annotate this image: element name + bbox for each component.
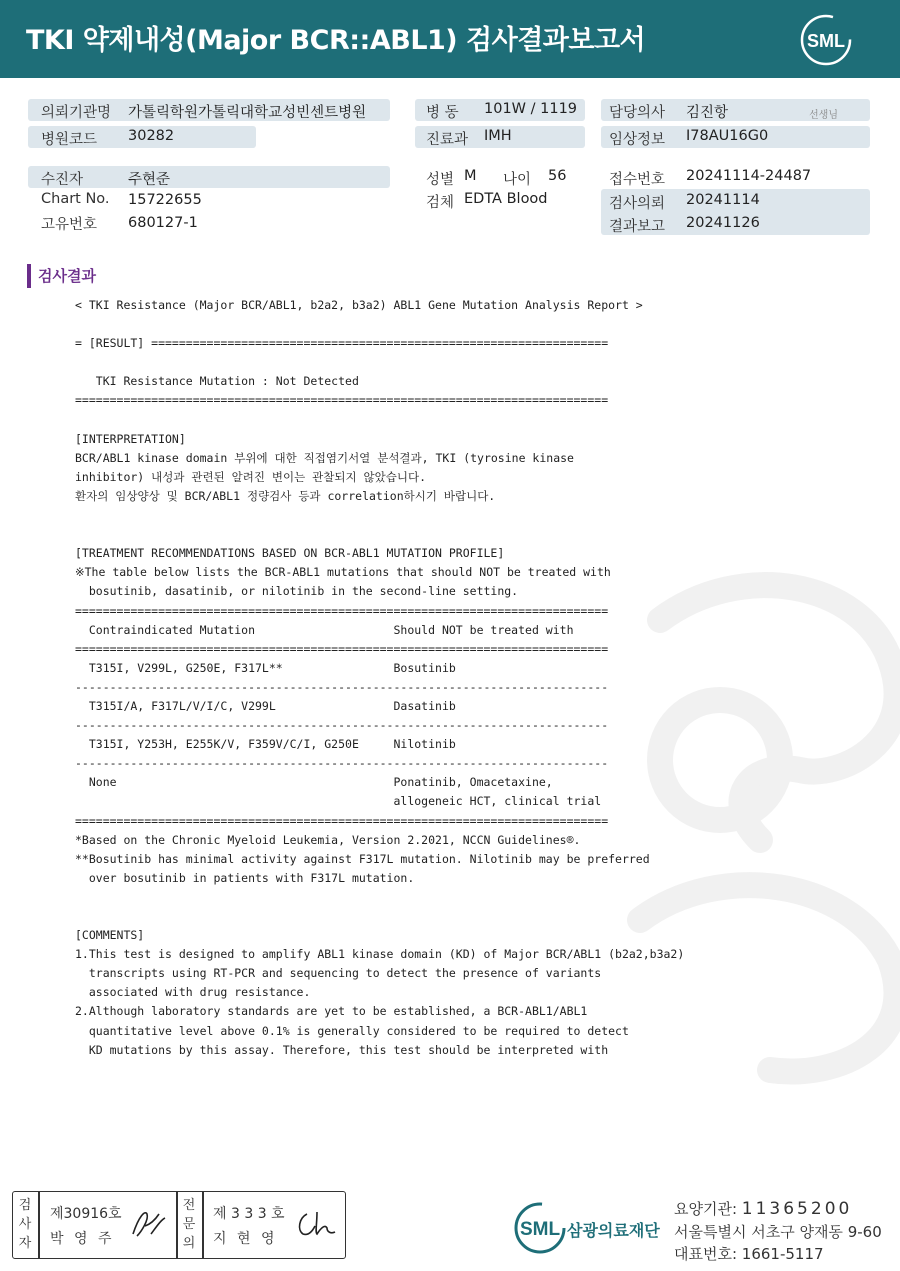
report-line: associated with drug resistance. — [75, 985, 311, 1000]
phone-line — [674, 1243, 824, 1264]
examiner-label: 검 사 자 — [18, 1198, 32, 1251]
age-label: 나이 — [503, 172, 532, 188]
examiner-name: 박 영 주 — [50, 1231, 115, 1247]
agency-value: 11365200 — [741, 1199, 853, 1219]
report-line: [INTERPRETATION] — [75, 431, 186, 446]
stamp-divider — [176, 1192, 178, 1258]
institution-label: 의뢰기관명 — [41, 105, 112, 121]
report-line: < TKI Resistance (Major BCR/ABL1, b2a2, b3a2) ABL1 Gene Mutation Analysis Report > — [75, 298, 643, 312]
specialist-signature-icon — [293, 1206, 337, 1242]
specialist-label: 전 문 의 — [182, 1198, 196, 1251]
report-line — [75, 411, 684, 430]
report-body — [75, 296, 684, 1060]
report-line: 2.Although laboratory standards are yet to be established, a BCR-ABL1/ABL1 — [75, 1004, 588, 1019]
ward-value: 101W / 1119 — [484, 101, 578, 117]
age-value: 56 — [548, 168, 567, 184]
doctor-suffix: 선생님 — [809, 110, 838, 121]
doctor-value: 김진항 — [686, 105, 729, 121]
report-line: ※The table below lists the BCR-ABL1 mutations that should NOT be treated with — [75, 565, 611, 580]
ward-label: 병 동 — [426, 105, 459, 121]
report-line: transcripts using RT-PCR and sequencing to detect the presence of variants — [75, 966, 602, 981]
report-line: ----------------------------------------------------------------------------- — [75, 756, 609, 771]
report-line: over bosutinib in patients with F317L mutation. — [75, 870, 415, 885]
foundation-name: 삼광의료재단 — [567, 1221, 660, 1240]
phone-label: 대표번호: — [674, 1245, 738, 1263]
report-line: quantitative level above 0.1% is generally considered to be required to detect — [75, 1023, 629, 1038]
report-line: allogeneic HCT, clinical trial — [75, 794, 602, 809]
signature-stamp — [12, 1191, 346, 1259]
report-line: ============================================================================= — [75, 813, 609, 828]
doctor-label: 담당의사 — [609, 105, 666, 121]
report-line — [75, 315, 684, 334]
report-line: ============================================================================= — [75, 603, 609, 618]
clinical-value: I78AU16G0 — [686, 128, 769, 144]
chart-label: Chart No. — [41, 191, 110, 207]
examiner-signature-icon — [129, 1206, 169, 1242]
report-date-label: 결과보고 — [609, 219, 666, 235]
specialist-name: 지 현 영 — [213, 1231, 278, 1247]
report-line — [75, 907, 684, 926]
hospital-code-label: 병원코드 — [41, 132, 98, 148]
specialist-number: 제 3 3 3 호 — [213, 1206, 285, 1222]
report-line: *Based on the Chronic Myeloid Leukemia, Version 2.2021, NCCN Guidelines®. — [75, 832, 581, 847]
request-value: 20241114 — [686, 192, 760, 208]
clinical-label: 임상정보 — [609, 132, 666, 148]
report-line: 1.This test is designed to amplify ABL1 kinase domain (KD) of Major BCR/ABL1 (b2a2,b3a2) — [75, 947, 685, 962]
stamp-divider — [202, 1192, 204, 1258]
unique-value: 680127-1 — [128, 215, 198, 231]
report-line: T315I, Y253H, E255K/V, F359V/C/I, G250E Nilotinib — [75, 737, 456, 752]
report-line: ----------------------------------------------------------------------------- — [75, 679, 609, 694]
report-line: BCR/ABL1 kinase domain 부위에 대한 직접염기서열 분석결과, TKI (tyrosine kinase — [75, 450, 574, 465]
specimen-label: 검체 — [426, 195, 455, 211]
report-line: bosutinib, dasatinib, or nilotinib in the second-line setting. — [75, 584, 519, 599]
chart-value: 15722655 — [128, 192, 202, 208]
receipt-value: 20241114-24487 — [686, 168, 812, 184]
report-header — [0, 0, 900, 78]
agency-line — [674, 1198, 852, 1219]
report-line — [75, 353, 684, 372]
specimen-value: EDTA Blood — [464, 191, 548, 207]
examiner-number: 제30916호 — [50, 1206, 122, 1222]
report-line: T315I/A, F317L/V/I/C, V299L Dasatinib — [75, 698, 456, 713]
report-line: KD mutations by this assay. Therefore, this test should be interpreted with — [75, 1042, 609, 1057]
footer-sml-logo-icon — [510, 1200, 570, 1256]
unique-label: 고유번호 — [41, 217, 98, 233]
report-date-value: 20241126 — [686, 215, 760, 231]
institution-value: 가톨릭학원가톨릭대학교성빈센트병원 — [128, 105, 367, 121]
address: 서울특별시 서초구 양재동 9-60 — [674, 1223, 882, 1241]
phone-value: 1661-5117 — [741, 1245, 824, 1263]
stamp-divider — [38, 1192, 40, 1258]
sml-logo-icon — [798, 12, 854, 68]
report-line: T315I, V299L, G250E, F317L** Bosutinib — [75, 660, 456, 675]
examinee-label: 수진자 — [41, 172, 84, 188]
report-line: ============================================================================= — [75, 393, 609, 408]
report-line — [75, 506, 684, 525]
section-title: 검사결과 — [27, 264, 96, 288]
report-line: TKI Resistance Mutation : Not Detected — [75, 374, 359, 389]
receipt-label: 접수번호 — [609, 172, 666, 188]
sex-label: 성별 — [426, 172, 455, 188]
report-line: inhibitor) 내성과 관련된 알려진 변이는 관찰되지 않았습니다. — [75, 469, 426, 484]
report-line — [75, 525, 684, 544]
report-line: 환자의 임상양상 및 BCR/ABL1 정량검사 등과 correlation하시기 바랍니다. — [75, 488, 496, 503]
svg-text:SML: SML — [519, 1219, 561, 1240]
report-line: None Ponatinib, Omacetaxine, — [75, 775, 553, 790]
report-line: Contraindicated Mutation Should NOT be treated with — [75, 622, 574, 637]
sex-value: M — [464, 168, 477, 184]
report-line: ----------------------------------------------------------------------------- — [75, 718, 609, 733]
report-line: **Bosutinib has minimal activity against F317L mutation. Nilotinib may be preferred — [75, 851, 650, 866]
agency-label: 요양기관: — [674, 1200, 738, 1218]
report-line: = [RESULT] ================================================================== — [75, 336, 609, 351]
report-line: [TREATMENT RECOMMENDATIONS BASED ON BCR-ABL1 MUTATION PROFILE] — [75, 546, 505, 561]
svg-text:SML: SML — [807, 31, 845, 51]
request-label: 검사의뢰 — [609, 196, 666, 212]
report-line: ============================================================================= — [75, 641, 609, 656]
report-line: [COMMENTS] — [75, 928, 145, 943]
dept-value: IMH — [484, 128, 512, 144]
report-line — [75, 888, 684, 907]
examinee-value: 주현준 — [128, 172, 171, 188]
hospital-code-value: 30282 — [128, 128, 175, 144]
report-title: TKI 약제내성(Major BCR::ABL1) 검사결과보고서 — [26, 25, 646, 56]
dept-label: 진료과 — [426, 132, 469, 148]
